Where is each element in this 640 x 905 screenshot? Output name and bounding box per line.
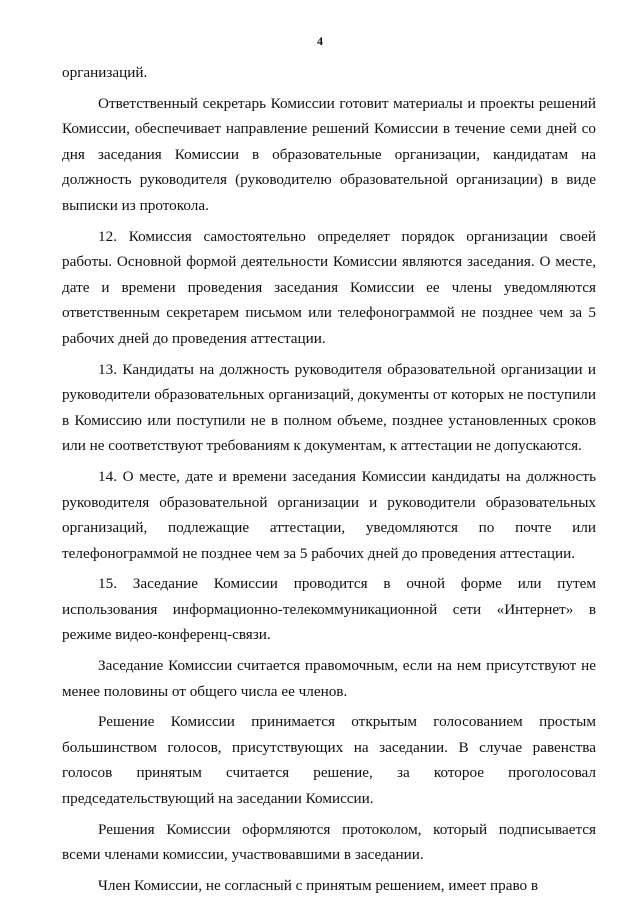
paragraph-secretary-duties: Ответственный секретарь Комиссии готовит материалы и проекты решений Комиссии, обеспечивает направление решений Комиссии в течение семи дней со дня заседания Комиссии в образовательные организации, кандидатам на должность руководителя (руководителю образовательной организации) в виде выписки из протокола. xyxy=(62,94,596,214)
document-body xyxy=(62,60,596,903)
page-number: 4 xyxy=(317,34,323,48)
paragraph-item-13: 13. Кандидаты на должность руководителя образовательной организации и руководители образовательных организаций, документы от которых не поступили в Комиссию или поступили не в полном объеме, позднее установленных сроков или не соответствуют требованиям к документам, к аттестации не допускаются. xyxy=(62,360,596,455)
paragraph-protocol: Решения Комиссии оформляются протоколом, который подписывается всеми членами комиссии, участвовавшими в заседании. xyxy=(62,820,596,864)
paragraph-dissent: Член Комиссии, не согласный с принятым решением, имеет право в xyxy=(98,876,539,894)
paragraph-item-15: 15. Заседание Комиссии проводится в очной форме или путем использования информационно-телекоммуникационной сети «Интернет» в режиме видео-конференц-связи. xyxy=(62,575,596,644)
paragraph-continuation: организаций. xyxy=(62,64,148,81)
paragraph-item-14: 14. О месте, дате и времени заседания Комиссии кандидаты на должность руководителя образовательной организации и руководители образовательных организаций, подлежащие аттестации, уведомляются по почте или телефонограммой не позднее чем за 5 рабочих дней до проведения аттестации. xyxy=(62,467,596,562)
paragraph-voting: Решение Комиссии принимается открытым голосованием простым большинством голосов, присутствующих на заседании. В случае равенства голосов принятым считается решение, за которое проголосовал председательствующий на заседании Комиссии. xyxy=(62,713,596,808)
paragraph-quorum: Заседание Комиссии считается правомочным, если на нем присутствуют не менее половины от общего числа ее членов. xyxy=(62,657,596,700)
paragraph-item-12: 12. Комиссия самостоятельно определяет порядок организации своей работы. Основной формой деятельности Комиссии являются заседания. О месте, дате и времени проведения заседания Комиссии ее члены уведомляются ответственным секретарем письмом или телефонограммой не позднее чем за 5 рабочих дней до проведения аттестации. xyxy=(62,227,596,347)
